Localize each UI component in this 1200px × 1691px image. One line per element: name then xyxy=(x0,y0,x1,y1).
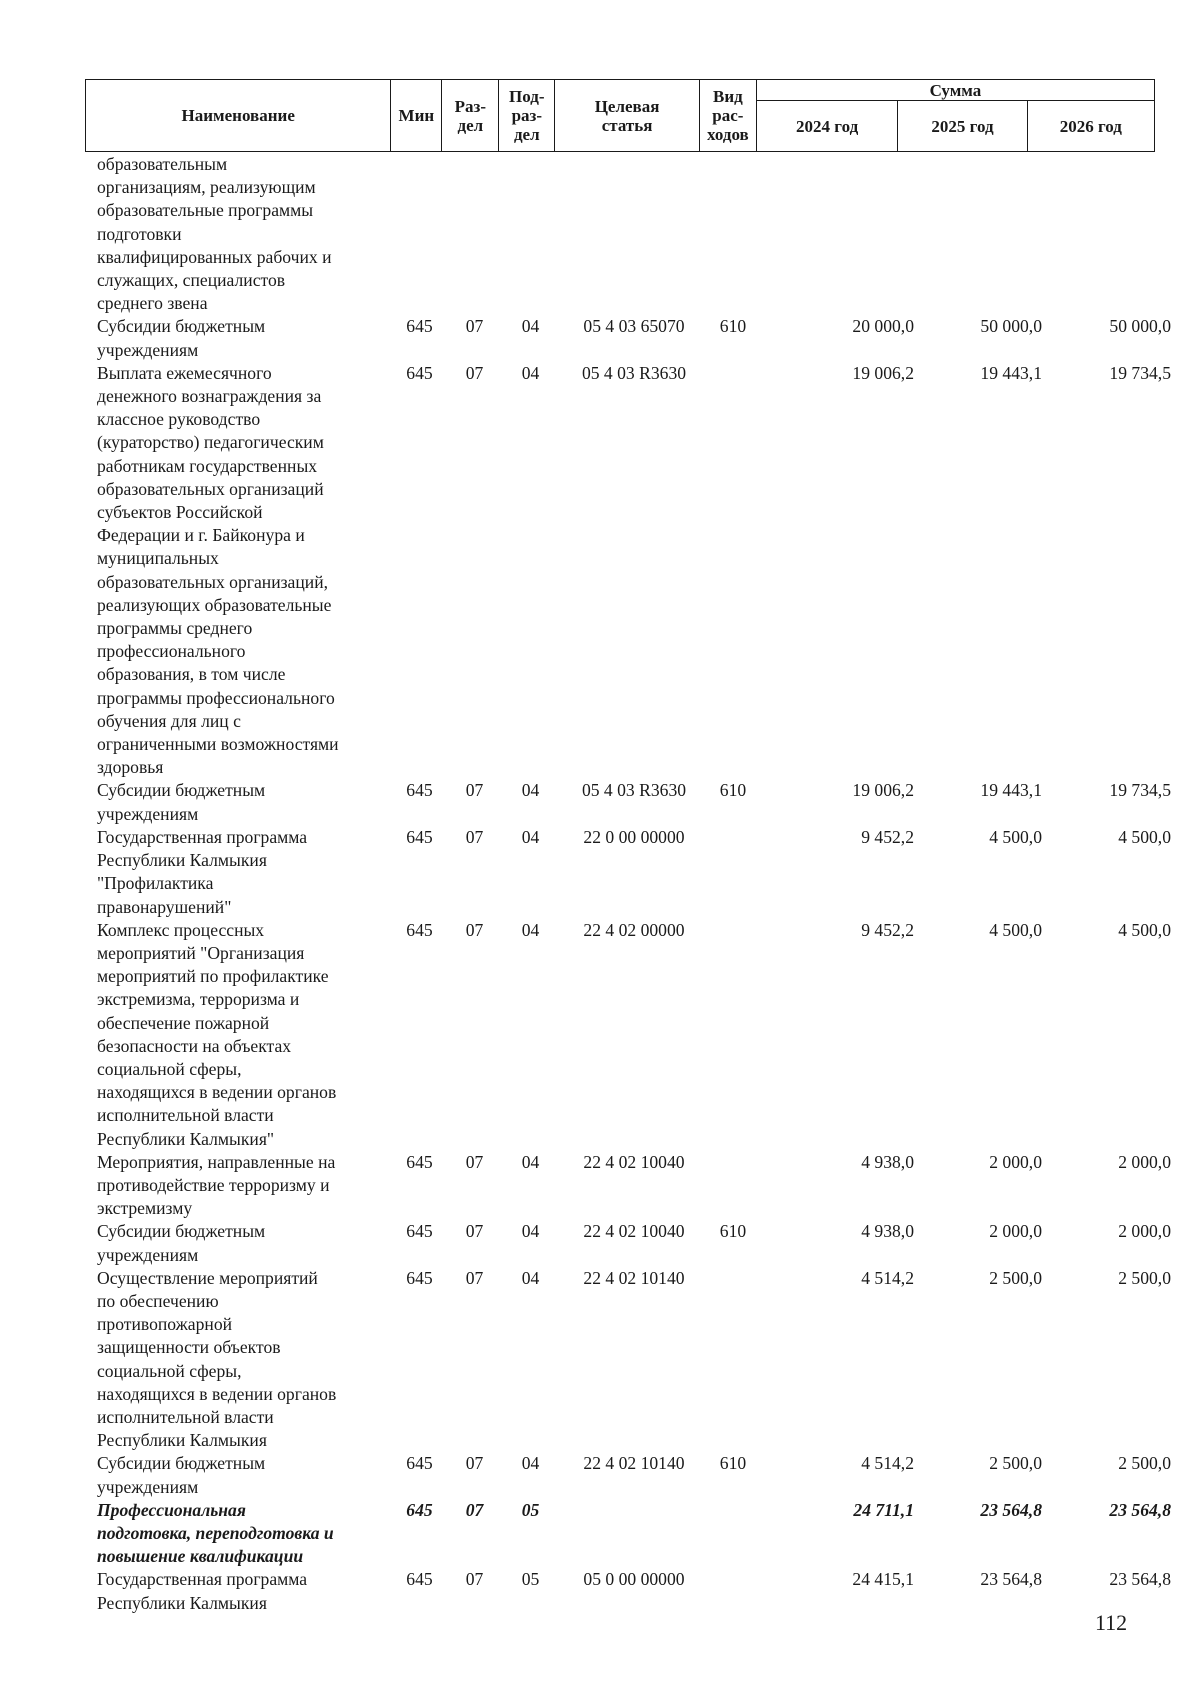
row-sum-2026: 50 000,0 xyxy=(1109,316,1171,337)
row-sum-2025: 2 500,0 xyxy=(989,1453,1042,1474)
row-min: 645 xyxy=(406,1151,433,1172)
table-header xyxy=(85,79,1155,152)
row-razdel: 07 xyxy=(465,919,484,940)
header-vid-rashodov: Вид рас- ходов xyxy=(699,80,756,152)
row-podrazdel: 04 xyxy=(521,780,540,801)
row-sum-2025: 2 000,0 xyxy=(989,1221,1042,1242)
row-celevaya-statya: 05 4 03 R3630 xyxy=(581,780,687,801)
row-sum-2026: 4 500,0 xyxy=(1118,919,1171,940)
row-sum-2025: 19 443,1 xyxy=(980,362,1042,383)
row-razdel: 07 xyxy=(465,1569,484,1590)
row-celevaya-statya: 22 0 00 00000 xyxy=(583,826,685,847)
row-sum-2024: 4 938,0 xyxy=(861,1151,914,1172)
row-razdel: 07 xyxy=(465,1221,484,1242)
header-2026: 2026 год xyxy=(1027,101,1154,152)
row-vid-rashodov: 610 xyxy=(719,316,747,337)
row-sum-2024: 4 514,2 xyxy=(861,1453,914,1474)
header-2024: 2024 год xyxy=(756,101,898,152)
row-podrazdel: 04 xyxy=(521,1151,540,1172)
row-sum-2025: 2 500,0 xyxy=(989,1267,1042,1288)
header-celevaya-statya: Целевая статья xyxy=(555,80,700,152)
table-row xyxy=(0,153,1200,315)
row-celevaya-statya: 22 4 02 10040 xyxy=(583,1221,685,1242)
row-razdel: 07 xyxy=(465,316,484,337)
table-row xyxy=(0,1267,1200,1453)
row-min: 645 xyxy=(406,1267,433,1288)
row-sum-2024: 24 415,1 xyxy=(852,1569,914,1590)
row-sum-2026: 19 734,5 xyxy=(1109,362,1171,383)
row-podrazdel: 04 xyxy=(521,316,540,337)
row-name: Выплата ежемесячного денежного вознаграждения за классное руководство (кураторство) педагогическим работникам государственных образовательных организаций субъектов Российской Федерации и г. Байконура и муниципальных образовательных организаций, реализующих образовательные программы среднего профессионального образования, в том числе программы профессионального обучения для лиц с ограниченными возможностями здоровья xyxy=(97,362,339,778)
row-min: 645 xyxy=(406,1569,433,1590)
row-name: Государственная программа Республики Калмыкия "Профилактика правонарушений" xyxy=(97,826,308,917)
row-sum-2025: 23 564,8 xyxy=(980,1569,1042,1590)
row-name: Комплекс процессных мероприятий "Организация мероприятий по профилактике экстремизма, терроризма и обеспечение пожарной безопасности на объектах социальной сферы, находящихся в ведении органов исполнительной власти Республики Калмыкия" xyxy=(97,919,337,1149)
row-min: 645 xyxy=(406,826,433,847)
table-row xyxy=(0,1220,1200,1266)
row-sum-2026: 2 500,0 xyxy=(1118,1453,1171,1474)
row-podrazdel: 05 xyxy=(521,1569,540,1590)
row-sum-2024: 20 000,0 xyxy=(852,316,914,337)
row-vid-rashodov: 610 xyxy=(719,1453,747,1474)
row-name: Государственная программа Республики Калмыкия xyxy=(97,1569,308,1613)
table-row xyxy=(0,826,1200,919)
row-sum-2026: 23 564,8 xyxy=(1109,1499,1171,1520)
row-sum-2026: 23 564,8 xyxy=(1109,1569,1171,1590)
row-celevaya-statya: 22 4 02 10040 xyxy=(583,1151,685,1172)
table-row xyxy=(0,1499,1200,1569)
row-min: 645 xyxy=(406,919,433,940)
row-name: Осуществление мероприятий по обеспечению противопожарной защищенности объектов социальной сферы, находящихся в ведении органов исполнительной власти Республики Калмыкия xyxy=(97,1267,337,1451)
table-row xyxy=(0,362,1200,780)
row-min: 645 xyxy=(406,316,433,337)
row-name: Субсидии бюджетным учреждениям xyxy=(97,316,266,360)
row-sum-2025: 19 443,1 xyxy=(980,780,1042,801)
row-sum-2026: 4 500,0 xyxy=(1118,826,1171,847)
row-sum-2024: 9 452,2 xyxy=(861,919,914,940)
row-celevaya-statya: 05 4 03 65070 xyxy=(583,316,685,337)
row-sum-2024: 19 006,2 xyxy=(852,362,914,383)
row-razdel: 07 xyxy=(465,1267,484,1288)
row-sum-2025: 4 500,0 xyxy=(989,919,1042,940)
row-min: 645 xyxy=(406,1453,433,1474)
header-min: Мин xyxy=(391,80,442,152)
row-sum-2024: 4 938,0 xyxy=(861,1221,914,1242)
row-razdel: 07 xyxy=(465,362,484,383)
row-podrazdel: 04 xyxy=(521,1267,540,1288)
table-body xyxy=(0,153,1200,1615)
row-min: 645 xyxy=(406,780,433,801)
row-razdel: 07 xyxy=(465,780,484,801)
row-sum-2024: 4 514,2 xyxy=(861,1267,914,1288)
row-name: Субсидии бюджетным учреждениям xyxy=(97,780,266,824)
row-min: 645 xyxy=(406,1499,433,1520)
table-row xyxy=(0,1568,1200,1614)
row-podrazdel: 05 xyxy=(521,1499,540,1520)
row-sum-2024: 24 711,1 xyxy=(853,1499,914,1520)
row-name: Субсидии бюджетным учреждениям xyxy=(97,1221,266,1265)
row-razdel: 07 xyxy=(465,1151,484,1172)
row-sum-2025: 23 564,8 xyxy=(980,1499,1042,1520)
row-sum-2024: 19 006,2 xyxy=(852,780,914,801)
row-min: 645 xyxy=(406,362,433,383)
table-row xyxy=(0,779,1200,825)
row-sum-2026: 2 000,0 xyxy=(1118,1221,1171,1242)
row-celevaya-statya: 22 4 02 10140 xyxy=(583,1267,685,1288)
header-name: Наименование xyxy=(86,80,391,152)
row-celevaya-statya: 22 4 02 10140 xyxy=(583,1453,685,1474)
table-row xyxy=(0,919,1200,1151)
row-sum-2025: 4 500,0 xyxy=(989,826,1042,847)
row-vid-rashodov: 610 xyxy=(719,1221,747,1242)
row-min: 645 xyxy=(406,1221,433,1242)
row-sum-2024: 9 452,2 xyxy=(861,826,914,847)
row-podrazdel: 04 xyxy=(521,826,540,847)
row-sum-2026: 2 500,0 xyxy=(1118,1267,1171,1288)
table-row xyxy=(0,1452,1200,1498)
row-name: Субсидии бюджетным учреждениям xyxy=(97,1453,266,1497)
row-podrazdel: 04 xyxy=(521,919,540,940)
row-podrazdel: 04 xyxy=(521,1453,540,1474)
row-name: образовательным организациям, реализующим образовательные программы подготовки квалифицированных рабочих и служащих, специалистов среднего звена xyxy=(97,154,332,314)
table-row xyxy=(0,315,1200,361)
header-summa: Сумма xyxy=(756,80,1154,101)
row-celevaya-statya: 05 4 03 R3630 xyxy=(581,362,687,383)
table-row xyxy=(0,1151,1200,1221)
row-sum-2025: 50 000,0 xyxy=(980,316,1042,337)
row-name: Профессиональная подготовка, переподготовка и повышение квалификации xyxy=(97,1499,334,1567)
row-sum-2026: 19 734,5 xyxy=(1109,780,1171,801)
row-razdel: 07 xyxy=(465,1499,484,1520)
row-name: Мероприятия, направленные на противодействие терроризму и экстремизму xyxy=(97,1151,336,1219)
row-podrazdel: 04 xyxy=(521,1221,540,1242)
page-number: 112 xyxy=(1095,1610,1128,1635)
header-razdel: Раз- дел xyxy=(442,80,499,152)
row-vid-rashodov: 610 xyxy=(719,780,747,801)
row-razdel: 07 xyxy=(465,826,484,847)
header-podrazdel: Под- раз- дел xyxy=(499,80,555,152)
row-sum-2026: 2 000,0 xyxy=(1118,1151,1171,1172)
row-celevaya-statya: 22 4 02 00000 xyxy=(583,919,685,940)
row-razdel: 07 xyxy=(465,1453,484,1474)
row-sum-2025: 2 000,0 xyxy=(989,1151,1042,1172)
row-celevaya-statya: 05 0 00 00000 xyxy=(583,1569,685,1590)
row-podrazdel: 04 xyxy=(521,362,540,383)
header-2025: 2025 год xyxy=(898,101,1027,152)
